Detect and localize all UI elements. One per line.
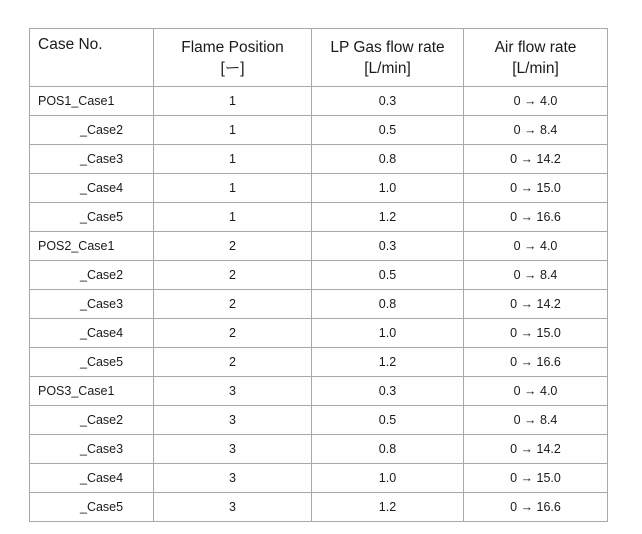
air-flow-rate-cell: 0 → 4.0 [464, 232, 608, 261]
case-no-cell: _Case3 [30, 435, 154, 464]
header-flame-position [154, 29, 312, 87]
case-no-cell: _Case3 [30, 145, 154, 174]
lp-gas-flow-rate-cell: 0.3 [312, 232, 464, 261]
lp-gas-flow-rate-cell: 0.3 [312, 377, 464, 406]
table-row [30, 435, 608, 464]
table-row [30, 406, 608, 435]
table-header [30, 29, 608, 87]
table-body [30, 87, 608, 522]
air-flow-rate-cell: 0 → 14.2 [464, 145, 608, 174]
header-lp-gas-flow-rate [312, 29, 464, 87]
case-no-cell: POS1_Case1 [30, 87, 154, 116]
air-flow-rate-cell: 0 → 16.6 [464, 348, 608, 377]
lp-gas-flow-rate-cell: 0.5 [312, 116, 464, 145]
table-row [30, 203, 608, 232]
header-lp-gas-flow-rate-unit: [L/min] [364, 59, 411, 77]
flame-position-cell: 3 [154, 406, 312, 435]
header-air-flow-rate-unit: [L/min] [512, 59, 559, 77]
case-no-cell: _Case5 [30, 348, 154, 377]
table-row [30, 232, 608, 261]
header-air-flow-rate-label: Air flow rate [494, 38, 577, 56]
flame-position-cell: 3 [154, 377, 312, 406]
case-no-cell: POS3_Case1 [30, 377, 154, 406]
air-flow-rate-cell: 0 → 8.4 [464, 116, 608, 145]
table-row [30, 493, 608, 522]
table-row [30, 348, 608, 377]
header-flame-position-label: Flame Position [181, 38, 284, 56]
air-flow-rate-cell: 0 → 16.6 [464, 493, 608, 522]
case-no-cell: _Case5 [30, 203, 154, 232]
air-flow-rate-cell: 0 → 16.6 [464, 203, 608, 232]
flame-position-cell: 2 [154, 261, 312, 290]
lp-gas-flow-rate-cell: 1.0 [312, 319, 464, 348]
table-row [30, 377, 608, 406]
flame-position-cell: 3 [154, 464, 312, 493]
case-no-cell: _Case2 [30, 116, 154, 145]
lp-gas-flow-rate-cell: 1.0 [312, 464, 464, 493]
flame-position-cell: 1 [154, 203, 312, 232]
flame-position-cell: 2 [154, 290, 312, 319]
air-flow-rate-cell: 0 → 15.0 [464, 319, 608, 348]
case-table [29, 28, 608, 522]
flame-position-cell: 1 [154, 116, 312, 145]
case-no-cell: _Case3 [30, 290, 154, 319]
header-lp-gas-flow-rate-label: LP Gas flow rate [330, 38, 445, 56]
table-row [30, 87, 608, 116]
air-flow-rate-cell: 0 → 15.0 [464, 464, 608, 493]
lp-gas-flow-rate-cell: 0.8 [312, 145, 464, 174]
air-flow-rate-cell: 0 → 14.2 [464, 290, 608, 319]
case-no-cell: _Case4 [30, 464, 154, 493]
header-case-no-label: Case No. [38, 36, 103, 53]
case-no-cell: _Case5 [30, 493, 154, 522]
flame-position-cell: 2 [154, 348, 312, 377]
flame-position-cell: 2 [154, 232, 312, 261]
case-no-cell: _Case2 [30, 261, 154, 290]
lp-gas-flow-rate-cell: 0.8 [312, 290, 464, 319]
flame-position-cell: 2 [154, 319, 312, 348]
case-no-cell: _Case4 [30, 319, 154, 348]
lp-gas-flow-rate-cell: 0.5 [312, 261, 464, 290]
case-no-cell: _Case4 [30, 174, 154, 203]
lp-gas-flow-rate-cell: 1.0 [312, 174, 464, 203]
air-flow-rate-cell: 0 → 8.4 [464, 406, 608, 435]
lp-gas-flow-rate-cell: 0.3 [312, 87, 464, 116]
case-no-cell: _Case2 [30, 406, 154, 435]
flame-position-cell: 1 [154, 174, 312, 203]
flame-position-cell: 3 [154, 493, 312, 522]
header-row [30, 29, 608, 87]
lp-gas-flow-rate-cell: 1.2 [312, 493, 464, 522]
air-flow-rate-cell: 0 → 8.4 [464, 261, 608, 290]
header-air-flow-rate [464, 29, 608, 87]
table-row [30, 290, 608, 319]
lp-gas-flow-rate-cell: 0.5 [312, 406, 464, 435]
flame-position-cell: 1 [154, 145, 312, 174]
table-row [30, 174, 608, 203]
air-flow-rate-cell: 0 → 4.0 [464, 377, 608, 406]
flame-position-cell: 1 [154, 87, 312, 116]
air-flow-rate-cell: 0 → 4.0 [464, 87, 608, 116]
table-row [30, 319, 608, 348]
lp-gas-flow-rate-cell: 1.2 [312, 203, 464, 232]
lp-gas-flow-rate-cell: 1.2 [312, 348, 464, 377]
flame-position-cell: 3 [154, 435, 312, 464]
header-case-no [30, 29, 154, 87]
case-no-cell: POS2_Case1 [30, 232, 154, 261]
lp-gas-flow-rate-cell: 0.8 [312, 435, 464, 464]
header-flame-position-unit: [ー] [220, 59, 245, 77]
air-flow-rate-cell: 0 → 15.0 [464, 174, 608, 203]
table-row [30, 464, 608, 493]
table-row [30, 145, 608, 174]
air-flow-rate-cell: 0 → 14.2 [464, 435, 608, 464]
table-row [30, 116, 608, 145]
table-row [30, 261, 608, 290]
